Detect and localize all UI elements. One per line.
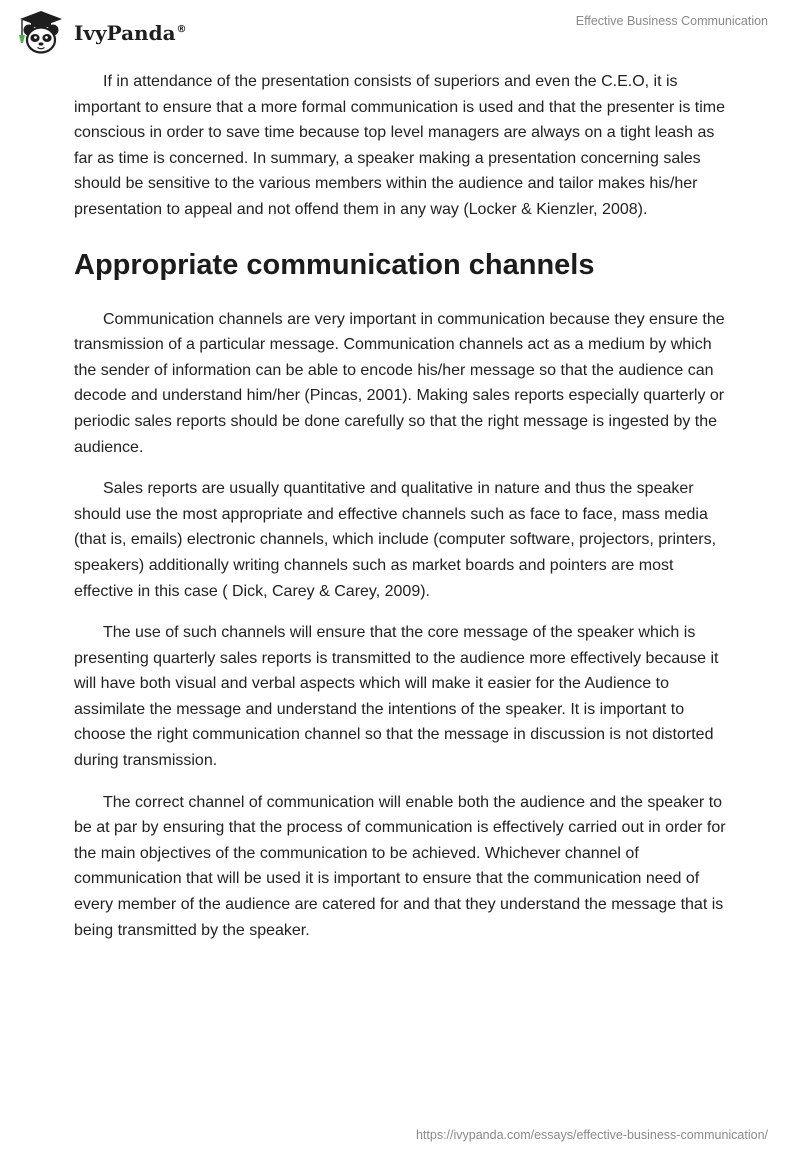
- paragraph-5: The correct channel of communication will enable both the audience and the speaker to be at par by ensuring that the process of communication is effectively carried out in order for the main objectives of the communication to be achieved. Whichever channel of communication that will be used it is important to ensure that the communication need of every member of the audience are catered for and that they understand the message that is being transmitted by the speaker.: [74, 793, 726, 939]
- essay-content: [74, 69, 730, 959]
- paragraph-2: Communication channels are very important in communication because they ensure the transmission of a particular message. Communication channels act as a medium by which the sender of information can be able to encode his/her message so that the audience can decode and understand him/her (Pincas, 2001). Making sales reports especially quarterly or periodic sales reports should be done carefully so that the right message is ingested by the audience.: [74, 310, 725, 456]
- document-title: Effective Business Communication: [575, 14, 768, 28]
- paragraph-3: Sales reports are usually quantitative and qualitative in nature and thus the speaker should use the most appropriate and effective channels such as face to face, mass media (that is, emails) electronic channels, which include (computer software, projectors, printers, speakers) additionally writing channels such as market boards and pointers are most effective in this case ( Dick, Carey & Carey, 2009).: [74, 480, 717, 600]
- paragraph-1: If in attendance of the presentation consists of superiors and even the C.E.O, it is important to ensure that a more formal communication is used and that the presenter is time conscious in order to save time because top level managers are always on a tight leash as far as time is concerned. In summary, a speaker making a presentation concerning sales should be sensitive to the various members within the audience and tailor makes his/her presentation to appeal and not offend them in any way (Locker & Kienzler, 2008).: [74, 73, 725, 218]
- source-url[interactable]: https://ivypanda.com/essays/effective-business-communication/: [415, 1128, 768, 1142]
- paragraph-4: The use of such channels will ensure that the core message of the speaker which is presenting quarterly sales reports is transmitted to the audience more effectively because it will have both visual and verbal aspects which will make it easier for the Audience to assimilate the message and understand the intentions of the speaker. It is important to choose the right communication channel so that the message in discussion is not distorted during transmission.: [74, 624, 719, 770]
- registered-mark: ®: [176, 24, 187, 36]
- brand-name: IvyPanda®: [74, 21, 187, 45]
- panda-graduate-icon: [14, 8, 68, 56]
- ivypanda-logo[interactable]: [14, 8, 187, 56]
- section-heading: Appropriate communication channels: [74, 248, 595, 281]
- page-header: [0, 0, 800, 62]
